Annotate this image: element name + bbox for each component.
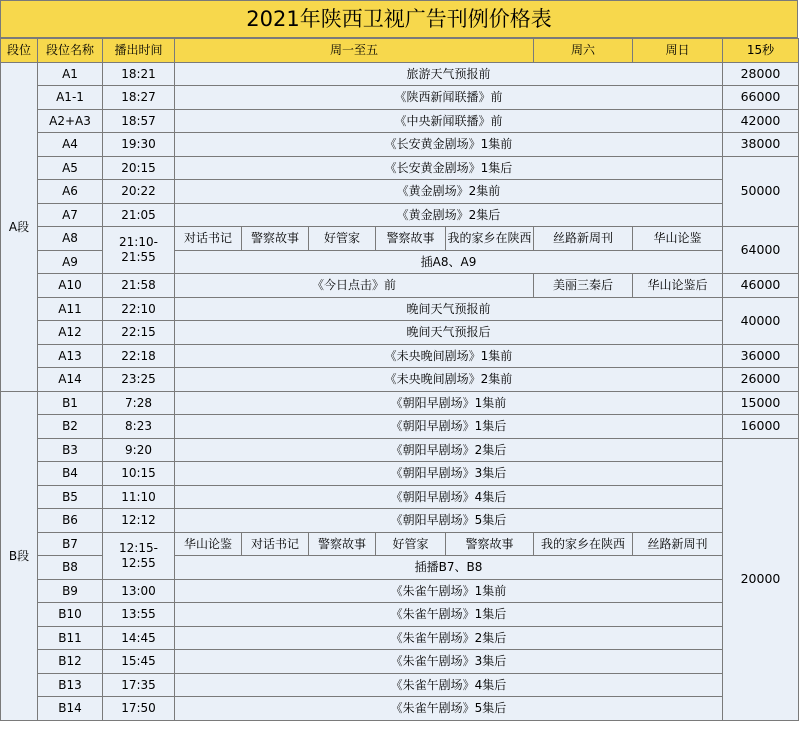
table-row: [1, 391, 799, 415]
program-cell: 旅游天气预报前: [175, 62, 723, 86]
slot-name: A12: [38, 321, 103, 345]
slot-name: A9: [38, 250, 103, 274]
program-cell: 《未央晚间剧场》1集前: [175, 344, 723, 368]
header-row: [1, 39, 799, 63]
slot-time: 22:18: [103, 344, 175, 368]
slot-name: B3: [38, 438, 103, 462]
table-row: [1, 297, 799, 321]
header-sat: 周六: [534, 39, 633, 63]
program-cell: 好管家: [376, 532, 446, 556]
slot-time: 13:00: [103, 579, 175, 603]
slot-name: B9: [38, 579, 103, 603]
slot-name: A8: [38, 227, 103, 251]
table-row: [1, 673, 799, 697]
program-cell: 我的家乡在陕西: [446, 227, 534, 251]
program-cell: 《中央新闻联播》前: [175, 109, 723, 133]
program-cell: 丝路新周刊: [633, 532, 723, 556]
slot-name: A7: [38, 203, 103, 227]
table-row: [1, 86, 799, 110]
slot-time: 18:21: [103, 62, 175, 86]
page-title: 2021年陕西卫视广告刊例价格表: [0, 0, 798, 38]
slot-time: 8:23: [103, 415, 175, 439]
slot-name: A5: [38, 156, 103, 180]
program-cell: 晚间天气预报前: [175, 297, 723, 321]
table-row: [1, 203, 799, 227]
table-row: [1, 438, 799, 462]
program-cell: 《长安黄金剧场》1集后: [175, 156, 723, 180]
slot-time: 17:35: [103, 673, 175, 697]
header-time: 播出时间: [103, 39, 175, 63]
slot-name: B13: [38, 673, 103, 697]
slot-name: B8: [38, 556, 103, 580]
slot-name: A1: [38, 62, 103, 86]
slot-name: A11: [38, 297, 103, 321]
price-cell: 15000: [723, 391, 799, 415]
slot-name: A4: [38, 133, 103, 157]
program-cell: 《朝阳早剧场》3集后: [175, 462, 723, 486]
program-cell: 丝路新周刊: [534, 227, 633, 251]
program-cell: 《朱雀午剧场》2集后: [175, 626, 723, 650]
slot-time: 20:15: [103, 156, 175, 180]
program-cell: 《朱雀午剧场》4集后: [175, 673, 723, 697]
table-row: [1, 462, 799, 486]
program-cell: 《朝阳早剧场》2集后: [175, 438, 723, 462]
program-cell: 《朱雀午剧场》1集前: [175, 579, 723, 603]
price-table: [0, 38, 799, 721]
program-cell: 华山论鉴: [633, 227, 723, 251]
slot-time: 22:10: [103, 297, 175, 321]
program-cell: 《黄金剧场》2集前: [175, 180, 723, 204]
program-cell: 《黄金剧场》2集后: [175, 203, 723, 227]
slot-name: A6: [38, 180, 103, 204]
slot-time: 13:55: [103, 603, 175, 627]
program-cell: 《朱雀午剧场》1集后: [175, 603, 723, 627]
program-cell: 对话书记: [175, 227, 242, 251]
program-cell: 《朝阳早剧场》5集后: [175, 509, 723, 533]
slot-time: 7:28: [103, 391, 175, 415]
price-cell: 42000: [723, 109, 799, 133]
table-row: [1, 62, 799, 86]
table-row: [1, 180, 799, 204]
program-cell: 《朝阳早剧场》1集前: [175, 391, 723, 415]
slot-time: 21:05: [103, 203, 175, 227]
slot-time: 22:15: [103, 321, 175, 345]
segment-a: A段: [1, 62, 38, 391]
slot-name: B11: [38, 626, 103, 650]
program-cell: 插A8、A9: [175, 250, 723, 274]
program-cell: 警察故事: [242, 227, 309, 251]
table-row: [1, 650, 799, 674]
table-row: [1, 227, 799, 251]
program-cell: 我的家乡在陕西: [534, 532, 633, 556]
slot-time: 15:45: [103, 650, 175, 674]
table-row: [1, 626, 799, 650]
program-cell: 《陕西新闻联播》前: [175, 86, 723, 110]
program-cell: 插播B7、B8: [175, 556, 723, 580]
header-sun: 周日: [633, 39, 723, 63]
table-row: [1, 532, 799, 556]
slot-time: 12:15-12:55: [103, 532, 175, 579]
slot-name: B4: [38, 462, 103, 486]
slot-name: B7: [38, 532, 103, 556]
header-weekday: 周一至五: [175, 39, 534, 63]
program-cell: 《朝阳早剧场》1集后: [175, 415, 723, 439]
slot-name: B12: [38, 650, 103, 674]
program-cell: 晚间天气预报后: [175, 321, 723, 345]
program-cell: 警察故事: [309, 532, 376, 556]
table-row: [1, 368, 799, 392]
slot-time: 19:30: [103, 133, 175, 157]
table-row: [1, 156, 799, 180]
slot-name: B10: [38, 603, 103, 627]
table-row: [1, 274, 799, 298]
slot-name: B2: [38, 415, 103, 439]
slot-time: 20:22: [103, 180, 175, 204]
price-cell: 40000: [723, 297, 799, 344]
program-cell: 《朱雀午剧场》5集后: [175, 697, 723, 721]
price-cell: 28000: [723, 62, 799, 86]
slot-name: A2+A3: [38, 109, 103, 133]
slot-name: A1-1: [38, 86, 103, 110]
slot-time: 21:10-21:55: [103, 227, 175, 274]
price-cell: 36000: [723, 344, 799, 368]
program-cell-sun: 华山论鉴后: [633, 274, 723, 298]
slot-time: 9:20: [103, 438, 175, 462]
price-cell: 46000: [723, 274, 799, 298]
program-cell: 《长安黄金剧场》1集前: [175, 133, 723, 157]
program-cell: 华山论鉴: [175, 532, 242, 556]
table-row: [1, 603, 799, 627]
header-price: 15秒: [723, 39, 799, 63]
slot-name: B14: [38, 697, 103, 721]
slot-name: A14: [38, 368, 103, 392]
table-row: [1, 133, 799, 157]
program-cell: 警察故事: [446, 532, 534, 556]
price-cell: 38000: [723, 133, 799, 157]
slot-time: 18:27: [103, 86, 175, 110]
program-cell: 警察故事: [376, 227, 446, 251]
table-row: [1, 485, 799, 509]
price-cell: 16000: [723, 415, 799, 439]
program-cell: 《朱雀午剧场》3集后: [175, 650, 723, 674]
program-cell-sat: 美丽三秦后: [534, 274, 633, 298]
slot-name: B6: [38, 509, 103, 533]
price-cell: 64000: [723, 227, 799, 274]
slot-time: 18:57: [103, 109, 175, 133]
table-row: [1, 579, 799, 603]
slot-time: 23:25: [103, 368, 175, 392]
slot-time: 17:50: [103, 697, 175, 721]
price-cell: 26000: [723, 368, 799, 392]
slot-time: 21:58: [103, 274, 175, 298]
price-cell: 50000: [723, 156, 799, 227]
slot-time: 14:45: [103, 626, 175, 650]
program-cell: 《今日点击》前: [175, 274, 534, 298]
table-row: [1, 509, 799, 533]
slot-name: A13: [38, 344, 103, 368]
table-row: [1, 415, 799, 439]
slot-name: B5: [38, 485, 103, 509]
table-row: [1, 344, 799, 368]
slot-name: B1: [38, 391, 103, 415]
table-row: [1, 697, 799, 721]
table-row: [1, 321, 799, 345]
program-cell: 《未央晚间剧场》2集前: [175, 368, 723, 392]
header-name: 段位名称: [38, 39, 103, 63]
table-row: [1, 109, 799, 133]
price-cell: 66000: [723, 86, 799, 110]
slot-time: 10:15: [103, 462, 175, 486]
program-cell: 对话书记: [242, 532, 309, 556]
segment-b: B段: [1, 391, 38, 720]
slot-name: A10: [38, 274, 103, 298]
program-cell: 《朝阳早剧场》4集后: [175, 485, 723, 509]
program-cell: 好管家: [309, 227, 376, 251]
slot-time: 12:12: [103, 509, 175, 533]
header-seg: 段位: [1, 39, 38, 63]
price-cell: 20000: [723, 438, 799, 720]
slot-time: 11:10: [103, 485, 175, 509]
